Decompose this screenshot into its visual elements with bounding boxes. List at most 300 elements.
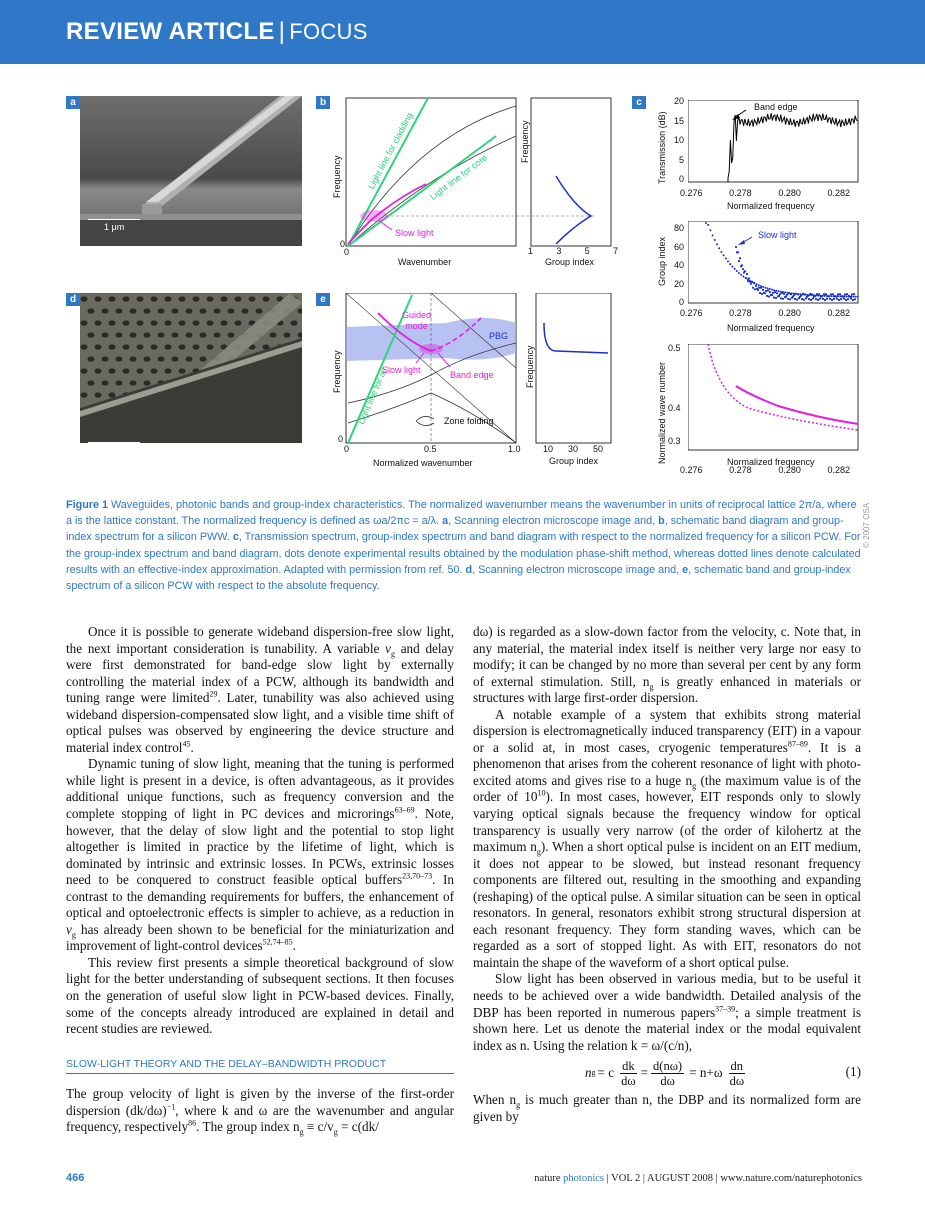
pc-hole bbox=[284, 332, 291, 337]
subscript: g bbox=[516, 1100, 521, 1110]
exp-dot bbox=[767, 289, 769, 291]
exp-dot bbox=[774, 291, 776, 293]
pc-hole bbox=[186, 308, 193, 313]
pc-hole bbox=[116, 332, 123, 337]
c3-ylabel: Normalized wave number bbox=[657, 361, 667, 464]
eq-text: = c bbox=[597, 1064, 615, 1080]
equation-number: (1) bbox=[845, 1064, 861, 1080]
b-gi-ylabel: Frequency bbox=[520, 120, 530, 163]
pc-hole bbox=[193, 320, 200, 325]
calc-dot bbox=[742, 276, 744, 278]
subscript: g bbox=[333, 1127, 338, 1137]
pc-hole bbox=[109, 392, 116, 397]
exp-dot bbox=[808, 298, 810, 300]
c1-band-edge: Band edge bbox=[754, 102, 798, 112]
caption-text: , Scanning electron microscope image and, bbox=[472, 563, 683, 576]
citation: 52,74–85 bbox=[262, 938, 293, 947]
subscript: g bbox=[649, 682, 654, 692]
exp-dot bbox=[796, 299, 798, 301]
b-ylabel: Frequency bbox=[332, 155, 342, 198]
paragraph bbox=[473, 971, 861, 1054]
eq-den: dω bbox=[621, 1073, 636, 1088]
e-tick-10: 1.0 bbox=[508, 444, 521, 454]
exp-dot bbox=[847, 298, 849, 300]
exp-dot bbox=[789, 298, 791, 300]
journal-name-accent: photonics bbox=[563, 1173, 605, 1184]
journal-footer bbox=[534, 1173, 862, 1184]
exp-dot bbox=[826, 298, 828, 300]
b-gi-tick: 1 bbox=[528, 246, 534, 256]
calc-dot bbox=[758, 284, 760, 286]
pc-hole bbox=[130, 332, 137, 337]
exp-dot bbox=[746, 273, 748, 275]
pc-hole bbox=[116, 380, 123, 385]
exp-dot bbox=[836, 298, 838, 300]
pc-hole bbox=[109, 296, 116, 301]
pc-hole bbox=[249, 296, 256, 301]
exp-dot bbox=[835, 295, 837, 297]
exp-dot bbox=[830, 293, 832, 295]
exp-dot bbox=[753, 282, 755, 284]
paragraph bbox=[66, 1086, 454, 1136]
sem-image-d bbox=[80, 293, 302, 443]
c3-xtick: 0.276 bbox=[680, 465, 703, 475]
calc-dot bbox=[767, 287, 769, 289]
exp-dot bbox=[819, 298, 821, 300]
exp-dot bbox=[744, 270, 746, 272]
pc-hole bbox=[109, 368, 116, 373]
exp-dot bbox=[754, 288, 756, 290]
b-light-line-core: Light line for core bbox=[428, 152, 490, 202]
panel-label-e: e bbox=[316, 293, 330, 306]
calc-dot bbox=[731, 266, 733, 268]
paragraph bbox=[473, 707, 861, 972]
pc-hole bbox=[130, 356, 137, 361]
pc-hole bbox=[165, 296, 172, 301]
exp-dot bbox=[852, 299, 854, 301]
calc-dot bbox=[738, 272, 740, 274]
exp-dot bbox=[772, 292, 774, 294]
pc-hole bbox=[123, 368, 130, 373]
e-y0: 0 bbox=[338, 434, 344, 444]
pc-hole bbox=[158, 308, 165, 313]
pc-hole bbox=[207, 320, 214, 325]
exp-dot bbox=[812, 297, 814, 299]
calc-dot bbox=[773, 289, 775, 291]
pc-hole bbox=[207, 296, 214, 301]
superscript: 10 bbox=[537, 789, 546, 799]
pc-hole bbox=[144, 380, 151, 385]
calc-dot bbox=[762, 286, 764, 288]
pc-hole bbox=[214, 308, 221, 313]
text: ; a simple treatment is shown here. Let us denote the material index or the modal equivalent index as n. Using the relation k = ω/(c/n), bbox=[473, 1004, 861, 1053]
exp-dot bbox=[828, 295, 830, 297]
exp-dot bbox=[739, 257, 741, 259]
header-separator: | bbox=[278, 18, 286, 45]
exp-dot bbox=[750, 283, 752, 285]
calc-dot bbox=[714, 239, 716, 241]
exp-dot bbox=[794, 298, 796, 300]
b-y0: 0 bbox=[340, 239, 346, 249]
caption-text: , Scanning electron microscope image and, bbox=[448, 515, 659, 528]
exp-dot bbox=[833, 298, 835, 300]
exp-dot bbox=[814, 295, 816, 297]
exp-dot bbox=[776, 292, 778, 294]
exp-dot bbox=[748, 277, 750, 279]
exp-dot bbox=[832, 293, 834, 295]
pc-hole bbox=[165, 344, 172, 349]
exp-dot bbox=[797, 293, 799, 295]
c2-ytick: 60 bbox=[673, 241, 684, 252]
exp-dot bbox=[781, 292, 783, 294]
exp-dot bbox=[759, 292, 761, 294]
e-light-line-air: Light line for air bbox=[356, 365, 390, 426]
body-column-left bbox=[66, 624, 454, 1136]
pc-hole bbox=[81, 320, 88, 325]
text: . The group index n bbox=[196, 1119, 300, 1135]
exp-dot bbox=[765, 290, 767, 292]
c1-yticks bbox=[672, 96, 684, 184]
exp-dot bbox=[768, 295, 770, 297]
exp-dot bbox=[790, 293, 792, 295]
c2-xlabel: Normalized frequency bbox=[727, 323, 815, 333]
exp-dot bbox=[844, 293, 846, 295]
exp-dot bbox=[760, 287, 762, 289]
scale-label-d: 1 μm bbox=[104, 445, 125, 455]
caption-text: , schematic band and group-index spectrum of a silicon PCW with respect to the absolute frequency. bbox=[66, 563, 851, 593]
text: . bbox=[190, 739, 194, 755]
exp-dot bbox=[800, 294, 802, 296]
pc-hole bbox=[235, 296, 242, 301]
exp-dot bbox=[786, 294, 788, 296]
scale-label-a: 1 μm bbox=[104, 222, 125, 232]
pc-hole bbox=[144, 356, 151, 361]
pc-hole bbox=[270, 332, 277, 337]
b-gi-xlabel: Group index bbox=[545, 257, 595, 267]
subscript: g bbox=[536, 847, 541, 857]
exp-dot bbox=[851, 293, 853, 295]
c2-ytick: 0 bbox=[678, 297, 684, 307]
pc-hole bbox=[137, 368, 144, 373]
e-guided-mode bbox=[402, 310, 431, 332]
exp-dot bbox=[787, 298, 789, 300]
exp-dot bbox=[810, 299, 812, 301]
pc-hole bbox=[151, 320, 158, 325]
superscript: −1 bbox=[166, 1102, 176, 1112]
exp-dot bbox=[779, 293, 781, 295]
pc-hole bbox=[256, 308, 263, 313]
exp-dot bbox=[761, 293, 763, 295]
c1-ytick: 20 bbox=[673, 96, 684, 106]
calc-dot bbox=[740, 274, 742, 276]
exp-dot bbox=[764, 292, 766, 294]
text: and delay were first demonstrated for band-edge slow light by externally controlling the material index of a PCW, although its bandwidth and tuning range were limited bbox=[66, 640, 454, 706]
exp-dot bbox=[758, 287, 760, 289]
copyright-notice: © 2007 OSA bbox=[862, 502, 871, 548]
pc-hole bbox=[102, 308, 109, 313]
c1-ytick: 5 bbox=[678, 154, 684, 165]
header-title-bold: REVIEW ARTICLE bbox=[66, 18, 275, 45]
text: . bbox=[292, 938, 296, 954]
exp-dot bbox=[804, 293, 806, 295]
exp-dot bbox=[809, 293, 811, 295]
e-tick-05: 0.5 bbox=[424, 444, 437, 454]
figure-caption bbox=[66, 497, 862, 594]
pc-hole bbox=[95, 344, 102, 349]
exp-dot bbox=[807, 295, 809, 297]
exp-dot bbox=[845, 299, 847, 301]
paragraph: This review first presents a simple theoretical background of slow light for the better understanding of subsequent sections. It then focuses on the generation of useful slow light in PCW-based devices. Finally, some of the concepts already introduced are explained in detail and recent studies are reviewed. bbox=[66, 954, 454, 1037]
pc-hole bbox=[179, 320, 186, 325]
caption-ref-c: c bbox=[232, 531, 239, 544]
pc-hole bbox=[88, 356, 95, 361]
pc-hole bbox=[95, 320, 102, 325]
exp-dot bbox=[769, 291, 771, 293]
fraction bbox=[651, 1059, 684, 1088]
exp-dot bbox=[816, 293, 818, 295]
chart-c3-wave-number bbox=[688, 344, 860, 452]
text: Once it is possible to generate wideband dispersion-free slow light, the next important consideration is tunability. A variable bbox=[66, 624, 454, 656]
e-ylabel: Frequency bbox=[332, 350, 342, 393]
c1-xticks bbox=[680, 188, 850, 198]
pc-hole bbox=[172, 308, 179, 313]
caption-text: Waveguides, photonic bands and group-index characteristics. The normalized wavenumber means the wavenumber in units of reciprocal lattice 2π/a, where a is the lattice constant. The normalized frequency is defined as ωa/2πc = a/λ. bbox=[66, 499, 857, 528]
pc-hole bbox=[81, 368, 88, 373]
panel-label-c: c bbox=[632, 96, 646, 109]
calc-dot bbox=[764, 287, 766, 289]
text: is greatly enhanced in materials or structures with large first-order dispersion. bbox=[473, 673, 861, 706]
pc-hole bbox=[109, 320, 116, 325]
exp-dot bbox=[751, 281, 753, 283]
exp-dot bbox=[742, 268, 744, 270]
e-gi-ylabel: Frequency bbox=[525, 345, 535, 388]
pc-hole bbox=[151, 296, 158, 301]
b-gi-tick: 7 bbox=[612, 246, 618, 256]
c1-ytick: 15 bbox=[673, 115, 684, 126]
e-gi-ticks bbox=[543, 444, 603, 454]
exp-dot bbox=[788, 292, 790, 294]
calc-dot bbox=[712, 234, 714, 236]
pc-hole bbox=[81, 344, 88, 349]
c3-xtick: 0.280 bbox=[778, 465, 801, 475]
text: Dynamic tuning of slow light, meaning that the tuning is performed while light is present in a device, is often advantageous, as it provides additional unique functions, such as frequency conversion and the complete stopping of light in PC devices and microrings bbox=[66, 756, 454, 822]
pc-hole bbox=[200, 308, 207, 313]
exp-dot bbox=[773, 296, 775, 298]
e-pbg: PBG bbox=[489, 331, 509, 341]
calc-dot bbox=[709, 229, 711, 231]
pc-hole bbox=[123, 344, 130, 349]
calc-dot bbox=[727, 260, 729, 262]
eq-text: = bbox=[640, 1064, 649, 1080]
pc-hole bbox=[137, 296, 144, 301]
pc-hole bbox=[235, 320, 242, 325]
pc-hole bbox=[221, 320, 228, 325]
c2-yticks bbox=[672, 223, 684, 307]
subscript: g bbox=[71, 930, 76, 940]
e-guided-mode-1: Guided bbox=[402, 310, 432, 320]
pc-hole bbox=[130, 308, 137, 313]
pc-hole bbox=[179, 368, 186, 373]
caption-text: , schematic band diagram and group-index spectrum for a silicon PWW. bbox=[66, 515, 844, 544]
exp-dot bbox=[766, 295, 768, 297]
b-gi-tick: 3 bbox=[556, 246, 562, 256]
calc-dot bbox=[736, 270, 738, 272]
c2-xticks bbox=[680, 308, 850, 318]
journal-name: nature bbox=[534, 1173, 564, 1184]
text: . It is a phenomenon that arises from the coherent resonance of light with photo-excited atoms and gives rise to a huge n bbox=[473, 739, 861, 788]
exp-dot bbox=[822, 298, 824, 300]
caption-text: , Transmission spectrum, group-index spectrum and band diagram with respect to the normalized frequency for a silicon PCW. For the group-index spectrum and band diagram, dots denote experimental results obtained by the modulation phase-shift method, whereas dotted lines denote calculated results with an effective-index approximation. Adapted with permission from ref. 50. bbox=[66, 531, 861, 576]
pc-hole bbox=[165, 368, 172, 373]
calc-dot bbox=[734, 268, 736, 270]
c1-xtick: 0.280 bbox=[778, 188, 801, 198]
exp-dot bbox=[780, 297, 782, 299]
fraction bbox=[619, 1059, 637, 1088]
calc-dot bbox=[857, 296, 859, 298]
calc-dot bbox=[830, 295, 832, 297]
c1-ytick: 10 bbox=[673, 135, 684, 145]
section-heading: SLOW-LIGHT THEORY AND THE DELAY–BANDWIDTH PRODUCT bbox=[66, 1056, 454, 1075]
c1-xtick: 0.276 bbox=[680, 188, 703, 198]
paragraph bbox=[66, 756, 454, 955]
exp-dot bbox=[745, 277, 747, 279]
calc-dot bbox=[725, 258, 727, 260]
panel-label-a: a bbox=[66, 96, 80, 109]
calc-dot bbox=[716, 243, 718, 245]
page-header bbox=[0, 0, 925, 64]
exp-dot bbox=[775, 297, 777, 299]
c2-ytick: 80 bbox=[673, 223, 684, 233]
pc-hole bbox=[102, 332, 109, 337]
text: A notable example of a system that exhibits strong material dispersion is electromagnetically induced transparency (EIT) in a vapour or a solid at, in most cases, cryogenic temperatures bbox=[473, 706, 861, 755]
c3-xtick: 0.278 bbox=[729, 465, 752, 475]
pc-hole bbox=[95, 392, 102, 397]
citation: 86 bbox=[188, 1118, 197, 1128]
exp-dot bbox=[811, 293, 813, 295]
exp-dot bbox=[752, 287, 754, 289]
caption-ref-d: d bbox=[465, 563, 473, 576]
c2-ylabel: Group index bbox=[657, 236, 667, 286]
c3-xtick: 0.282 bbox=[827, 465, 850, 475]
exp-dot bbox=[838, 299, 840, 301]
pc-hole bbox=[95, 296, 102, 301]
body-column-right bbox=[473, 624, 861, 1125]
c1-xtick: 0.278 bbox=[729, 188, 752, 198]
header-title-focus: FOCUS bbox=[289, 19, 368, 44]
b-gi-tick: 5 bbox=[584, 246, 590, 256]
text: . Later, tunability was also achieved using wideband dispersion-compensated slow light, and a visible time shift of optical pulses was observed by engineering the device structure and material index control bbox=[66, 690, 454, 755]
exp-dot bbox=[747, 280, 749, 282]
e-gi-tick: 50 bbox=[592, 444, 603, 454]
paragraph bbox=[66, 624, 454, 756]
pc-hole bbox=[186, 356, 193, 361]
text: v bbox=[385, 640, 391, 656]
text: ≡ c/v bbox=[303, 1119, 334, 1135]
pc-hole bbox=[193, 296, 200, 301]
e-gi-xlabel: Group index bbox=[549, 456, 599, 466]
text: The group velocity of light is given by the inverse of the first-order dispersion (dk/dω) bbox=[66, 1086, 454, 1118]
pc-hole bbox=[102, 356, 109, 361]
pc-hole bbox=[95, 368, 102, 373]
exp-dot bbox=[793, 294, 795, 296]
fraction bbox=[728, 1059, 746, 1088]
text: ). In most cases, however, EIT responds only to slowly varying optical signals because the frequency window for optical transparency is usually very narrow (of the order of kilohertz at the maximum n bbox=[473, 789, 862, 855]
caption-ref-e: e bbox=[682, 563, 689, 576]
e-xlabel: Normalized wavenumber bbox=[373, 458, 473, 468]
c1-xtick: 0.282 bbox=[827, 188, 850, 198]
exp-dot bbox=[757, 289, 759, 291]
pc-hole bbox=[116, 308, 123, 313]
c3-ytick-04: 0.4 bbox=[668, 403, 681, 413]
exp-dot bbox=[735, 246, 737, 248]
c1-ytick: 0 bbox=[678, 174, 684, 184]
calc-dot bbox=[839, 295, 841, 297]
citation: 45 bbox=[182, 739, 191, 749]
e-gi-tick: 30 bbox=[567, 444, 578, 454]
c2-slow-light: Slow light bbox=[758, 230, 797, 240]
subscript: g bbox=[390, 649, 395, 659]
pc-hole bbox=[179, 344, 186, 349]
eq-num: dn bbox=[730, 1058, 744, 1073]
c2-xtick: 0.276 bbox=[680, 308, 703, 318]
text: ). When a short optical pulse is incident on an EIT medium, it does not appear to be slowed, but instead resonant frequency components are filtered out, resulting in the smoothing and expanding (reshaping) of the optical pulse. A similar situation can be seen in optical resonators. In general, resonators exhibit strong structural dispersion at each resonant frequency. They form standing waves, which can be regarded as a sort of stopped light. As with EIT, resonators do not maintain the shape of the waveform of a short optical pulse. bbox=[473, 839, 861, 970]
b-light-line-cladding: Light line for cladding bbox=[366, 110, 415, 191]
c2-ytick: 40 bbox=[673, 260, 684, 270]
exp-dot bbox=[749, 281, 751, 283]
c1-ylabel: Transmission (dB) bbox=[657, 111, 667, 184]
text: v bbox=[66, 921, 72, 937]
text: is much greater than n, the DBP and its normalized form are given by bbox=[473, 1092, 861, 1124]
pc-hole bbox=[102, 380, 109, 385]
c2-ytick: 20 bbox=[673, 278, 684, 289]
caption-label: Figure 1 bbox=[66, 499, 108, 511]
exp-dot bbox=[829, 298, 831, 300]
scale-bar-d bbox=[88, 442, 140, 443]
exp-dot bbox=[803, 299, 805, 301]
calc-dot bbox=[855, 296, 857, 298]
exp-dot bbox=[853, 293, 855, 295]
calc-dot bbox=[729, 263, 731, 265]
exp-dot bbox=[850, 297, 852, 299]
exp-dot bbox=[801, 298, 803, 300]
calc-dot bbox=[837, 295, 839, 297]
pc-hole bbox=[172, 332, 179, 337]
text: Slow light has been observed in various media, but to be useful it needs to be achieved over a wide bandwidth. Detailed analysis of the DBP has been reported in numerous papers bbox=[473, 971, 861, 1020]
eq-den: dω bbox=[660, 1073, 675, 1088]
exp-dot bbox=[795, 293, 797, 295]
eq-num: dk bbox=[622, 1058, 635, 1073]
exp-dot bbox=[837, 293, 839, 295]
pc-hole bbox=[123, 296, 130, 301]
e-slow-light: Slow light bbox=[382, 365, 421, 375]
calc-dot bbox=[707, 224, 709, 226]
equation-1: n g = c $\frac{dk}{d\omega}$ = $\frac{d(n\omega)}{d\omega}$ = n+ω $\frac{dn}{d\omega}$ (1) bbox=[584, 1058, 861, 1088]
pc-hole bbox=[228, 308, 235, 313]
c2-xtick: 0.282 bbox=[827, 308, 850, 318]
eq-text: = n+ω bbox=[689, 1064, 723, 1080]
subscript: g bbox=[299, 1127, 304, 1137]
exp-dot bbox=[771, 294, 773, 296]
journal-issue: | VOL 2 | AUGUST 2008 | www.nature.com/naturephotonics bbox=[604, 1173, 862, 1184]
paragraph bbox=[473, 1092, 861, 1125]
exp-dot bbox=[843, 298, 845, 300]
exp-dot bbox=[778, 295, 780, 297]
pc-hole bbox=[88, 332, 95, 337]
pc-hole bbox=[81, 296, 88, 301]
c1-xlabel: Normalized frequency bbox=[727, 201, 815, 211]
citation: 87–89 bbox=[787, 739, 808, 749]
pc-hole bbox=[179, 296, 186, 301]
